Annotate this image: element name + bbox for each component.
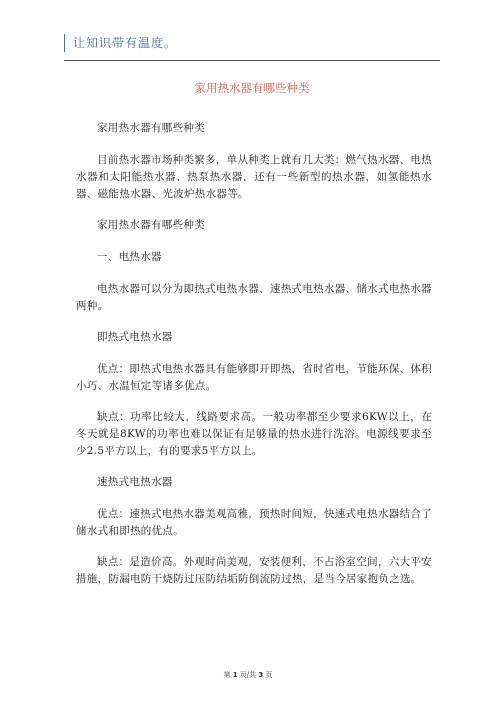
paragraph-quick-cons: 缺点：是造价高。外观时尚美观，安装便利，不占浴室空间，六大平安措施，防漏电防干烧防过压防结垢防倒流防过热，是当今居家抱负之选。 xyxy=(76,556,432,585)
document-title: 家用热水器有哪些种类 xyxy=(194,81,310,95)
paragraph-intro-heading: 家用热水器有哪些种类 xyxy=(97,122,205,134)
paragraph-electric-categories: 电热水器可以分为即热式电热水器、速热式电热水器、储水式电热水器两种。 xyxy=(76,283,432,312)
footer-suffix: 页 xyxy=(265,671,273,679)
paragraph-section-electric: 一、电热水器 xyxy=(97,251,162,263)
document-body xyxy=(76,120,432,602)
paragraph-types-heading: 家用热水器有哪些种类 xyxy=(97,219,205,231)
paragraph-instant-heading: 即热式电热水器 xyxy=(97,331,173,343)
footer-current-page: 1 xyxy=(232,671,238,679)
paragraph-market-overview: 目前热水器市场种类繁多，单从种类上就有几大类：燃气热水器、电热水器和太阳能热水器、热泵热水器，还有一些新型的热水器，如氢能热水器、磁能热水器、光波炉热水器等。 xyxy=(76,154,432,200)
paragraph-instant-pros: 优点：即热式电热水器具有能够即开即热，省时省电，节能环保、体积小巧、水温恒定等诸多优点。 xyxy=(76,363,432,392)
paragraph-quick-heading: 速热式电热水器 xyxy=(97,476,173,488)
paragraph-instant-cons: 缺点：功率比较大，线路要求高。一般功率都至少要求6KW以上，在冬天就是8KW的功率也难以保证有足够量的热水进行洗浴。电源线要求至少2.5平方以上，有的要求5平方以上。 xyxy=(76,411,432,457)
page-footer xyxy=(0,670,496,680)
footer-middle: 页/共 xyxy=(239,671,257,679)
paragraph-quick-pros: 优点：速热式电热水器美观高雅，预热时间短，快速式电热水器结合了储水式和即热的优点。 xyxy=(76,508,432,537)
header-divider xyxy=(64,60,440,61)
footer-prefix: 第 xyxy=(223,671,231,679)
footer-total-pages: 3 xyxy=(258,671,264,679)
header-slogan: 让知识带有温度。 xyxy=(64,34,177,52)
